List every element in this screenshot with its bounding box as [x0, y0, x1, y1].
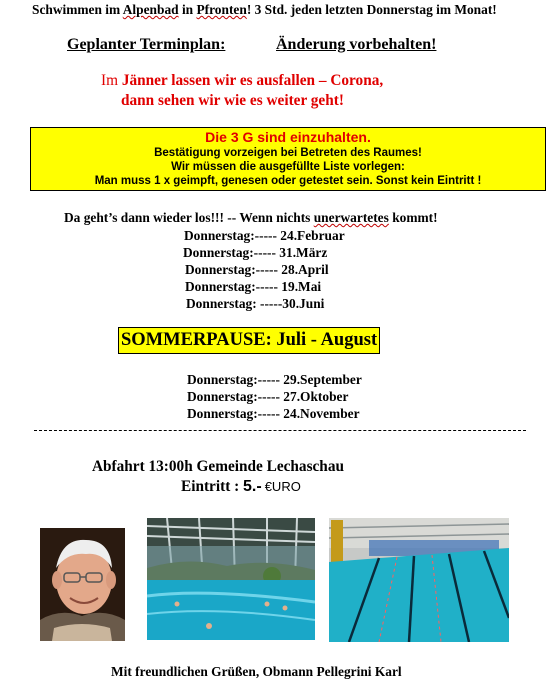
indoor-pool-hall-photo	[147, 518, 315, 640]
corona-line-1	[101, 72, 383, 90]
date-item: Donnerstag:----- 27.Oktober	[187, 389, 349, 404]
date-item: Donnerstag: -----30.Juni	[186, 296, 325, 311]
corona-bold: Jänner lassen wir es ausfallen – Corona,	[121, 72, 384, 89]
corona-line-2: dann sehen wir wie es weiter geht!	[121, 92, 344, 109]
header-pfronten: Pfronten	[196, 2, 247, 17]
departure-line: Abfahrt 13:00h Gemeinde Lechaschau	[92, 458, 344, 475]
date-item: Donnerstag:----- 29.September	[187, 372, 362, 387]
summer-break-banner: SOMMERPAUSE: Juli - August	[118, 327, 380, 354]
date-item: Donnerstag:----- 28.April	[185, 262, 329, 277]
header-line	[32, 2, 497, 18]
header-alpenbad: Alpenbad	[122, 2, 179, 17]
date-item: Donnerstag:----- 31.März	[183, 245, 328, 260]
lap-pool-photo	[329, 518, 509, 642]
date-item: Donnerstag:----- 24.November	[187, 406, 360, 421]
plan-title: Geplanter Terminplan:	[67, 36, 226, 53]
rules-title: Die 3 G sind einzuhalten.	[205, 129, 371, 145]
corona-prefix: Im	[101, 72, 122, 89]
entry-price: 5.-	[243, 478, 262, 495]
dashed-separator	[34, 430, 526, 431]
entry-currency: €URO	[264, 479, 301, 494]
rules-line-2: Wir müssen die ausgefüllte Liste vorlegen:	[171, 161, 405, 173]
footer-greeting: Mit freundlichen Grüßen, Obmann Pellegrini Karl	[111, 664, 402, 679]
header-text-1: Schwimmen im	[32, 2, 123, 17]
intro-end: kommt!	[388, 210, 438, 225]
dates-autumn-list	[187, 371, 362, 422]
date-item: Donnerstag:----- 24.Februar	[184, 228, 345, 243]
rules-line-3: Man muss 1 x geimpft, genesen oder getestet sein. Sonst kein Eintritt !	[94, 175, 482, 187]
header-text-3: ! 3 Std. jeden letzten Donnerstag im Monat!	[246, 2, 497, 17]
intro-line	[64, 210, 438, 226]
dates-spring-list	[184, 227, 345, 312]
header-text-2: in	[178, 2, 197, 17]
intro-unerwartetes: unerwartetes	[313, 210, 389, 225]
entry-line	[181, 478, 301, 496]
date-item: Donnerstag:----- 19.Mai	[185, 279, 322, 294]
rules-box	[30, 127, 546, 191]
person-portrait-photo	[40, 528, 125, 641]
entry-label: Eintritt :	[181, 478, 244, 495]
rules-line-1: Bestätigung vorzeigen bei Betreten des Raumes!	[154, 147, 422, 159]
intro-text: Da geht’s dann wieder los!!! -- Wenn nichts	[64, 210, 314, 225]
plan-note: Änderung vorbehalten!	[276, 36, 437, 53]
